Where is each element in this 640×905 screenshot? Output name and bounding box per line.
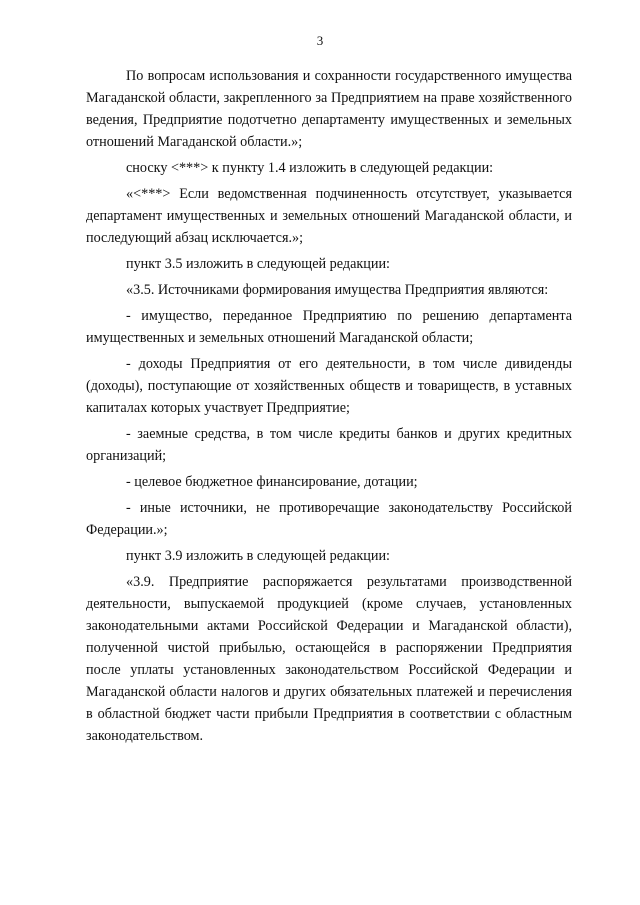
paragraph-footnote-instruction: сноску <***> к пункту 1.4 изложить в следующей редакции: <box>126 160 494 176</box>
list-item-borrowed-funds: - заемные средства, в том числе кредиты банков и других кредитных организаций; <box>86 426 572 464</box>
document-body <box>86 65 572 747</box>
page-number: 3 <box>316 33 324 48</box>
list-item-enterprise-income: - доходы Предприятия от его деятельности, в том числе дивиденды (доходы), поступающие от хозяйственных обществ и товариществ, в уставных капиталах которых участвует Предприятие; <box>86 356 572 416</box>
paragraph-clause-3-9-text: «3.9. Предприятие распоряжается результатами производственной деятельности, выпускаемой продукцией (кроме случаев, установленных законодательными актами Российской Федерации и Магаданской области), полученной чистой прибылью, остающейся в распоряжении Предприятия после уплаты установленных законодательством Российской Федерации и Магаданской области налогов и других обязательных платежей и перечисления в областной бюджет части прибыли Предприятия в соответствии с областным законодательством. <box>86 574 572 744</box>
list-item-other-sources: - иные источники, не противоречащие законодательству Российской Федерации.»; <box>86 500 572 538</box>
paragraph-clause-3-9-instruction: пункт 3.9 изложить в следующей редакции: <box>126 548 390 564</box>
paragraph-footnote-text: «<***> Если ведомственная подчиненность отсутствует, указывается департамент имущественных и земельных отношений Магаданской области, и последующий абзац исключается.»; <box>86 186 572 246</box>
list-item-transferred-property: - имущество, переданное Предприятию по решению департамента имущественных и земельных отношений Магаданской области; <box>86 308 572 346</box>
paragraph-clause-3-5-heading: «3.5. Источниками формирования имущества Предприятия являются: <box>126 282 549 298</box>
list-item-budget-financing: - целевое бюджетное финансирование, дотации; <box>126 474 418 490</box>
paragraph-clause-3-5-instruction: пункт 3.5 изложить в следующей редакции: <box>126 256 390 272</box>
paragraph-property-accountability: По вопросам использования и сохранности государственного имущества Магаданской области, закрепленного за Предприятием на праве хозяйственного ведения, Предприятие подотчетно департаменту имущественных и земельных отношений Магаданской области.»; <box>86 68 572 150</box>
